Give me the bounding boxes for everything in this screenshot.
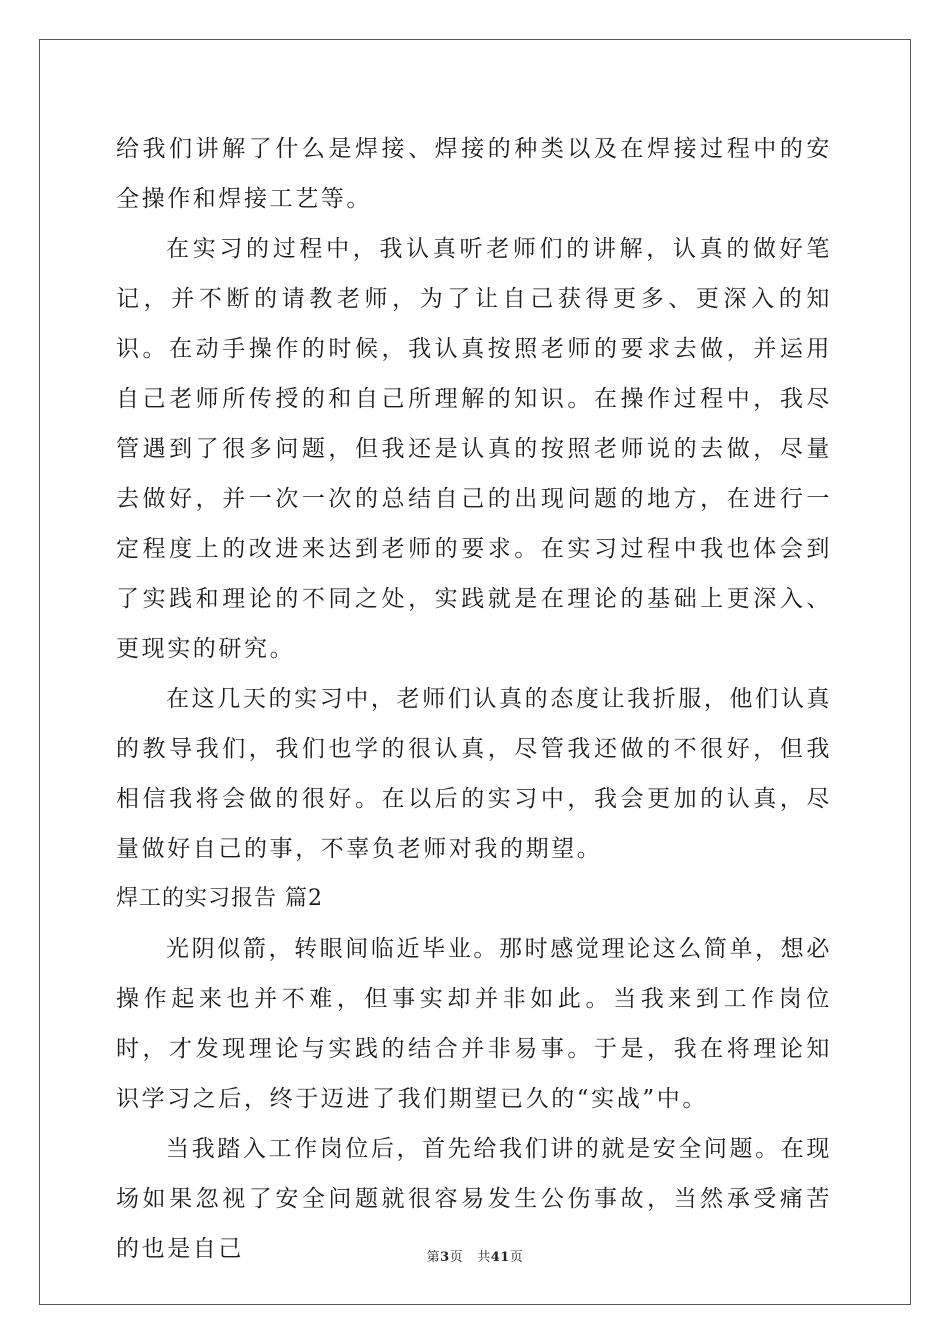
section-heading: 焊工的实习报告 篇2 (116, 886, 323, 911)
paragraph: 给我们讲解了什么是焊接、焊接的种类以及在焊接过程中的安全操作和焊接工艺等。 (116, 136, 832, 212)
paragraph: 在实习的过程中，我认真听老师们的讲解，认真的做好笔记，并不断的请教老师，为了让自己获得更多、更深入的知识。在动手操作的时候，我认真按照老师的要求去做，并运用自己老师所传授的和自己所理解的知识。在操作过程中，我尽管遇到了很多问题，但我还是认真的按照老师说的去做，尽量去做好，并一次一次的总结自己的出现问题的地方，在进行一定程度上的改进来达到老师的要求。在实习过程中我也体会到了实践和理论的不同之处，实践就是在理论的基础上更深入、更现实的研究。 (116, 236, 832, 662)
total-prefix: 共 (477, 1250, 491, 1265)
total-pages: 41 (490, 1250, 510, 1265)
page-suffix: 页 (449, 1250, 464, 1265)
paragraph: 光阴似箭，转眼间临近毕业。那时感觉理论这么简单，想必操作起来也并不难，但事实却并非如此。当我来到工作岗位时，才发现理论与实践的结合并非易事。于是，我在将理论知识学习之后，终于迈进了我们期望已久的“实战”中。 (116, 936, 832, 1112)
paragraph: 在这几天的实习中，老师们认真的态度让我折服，他们认真的教导我们，我们也学的很认真，尽管我还做的不很好，但我相信我将会做的很好。在以后的实习中，我会更加的认真，尽量做好自己的事，不辜负老师对我的期望。 (116, 686, 832, 862)
page-prefix: 第 (426, 1250, 441, 1265)
total-suffix: 页 (509, 1250, 524, 1265)
paragraph: 当我踏入工作岗位后，首先给我们讲的就是安全问题。在现场如果忽视了安全问题就很容易发生公伤事故，当然承受痛苦的也是自己 (116, 1136, 832, 1262)
page-footer (0, 1246, 950, 1265)
page-number: 3 (440, 1250, 450, 1265)
document-body (116, 124, 832, 1274)
